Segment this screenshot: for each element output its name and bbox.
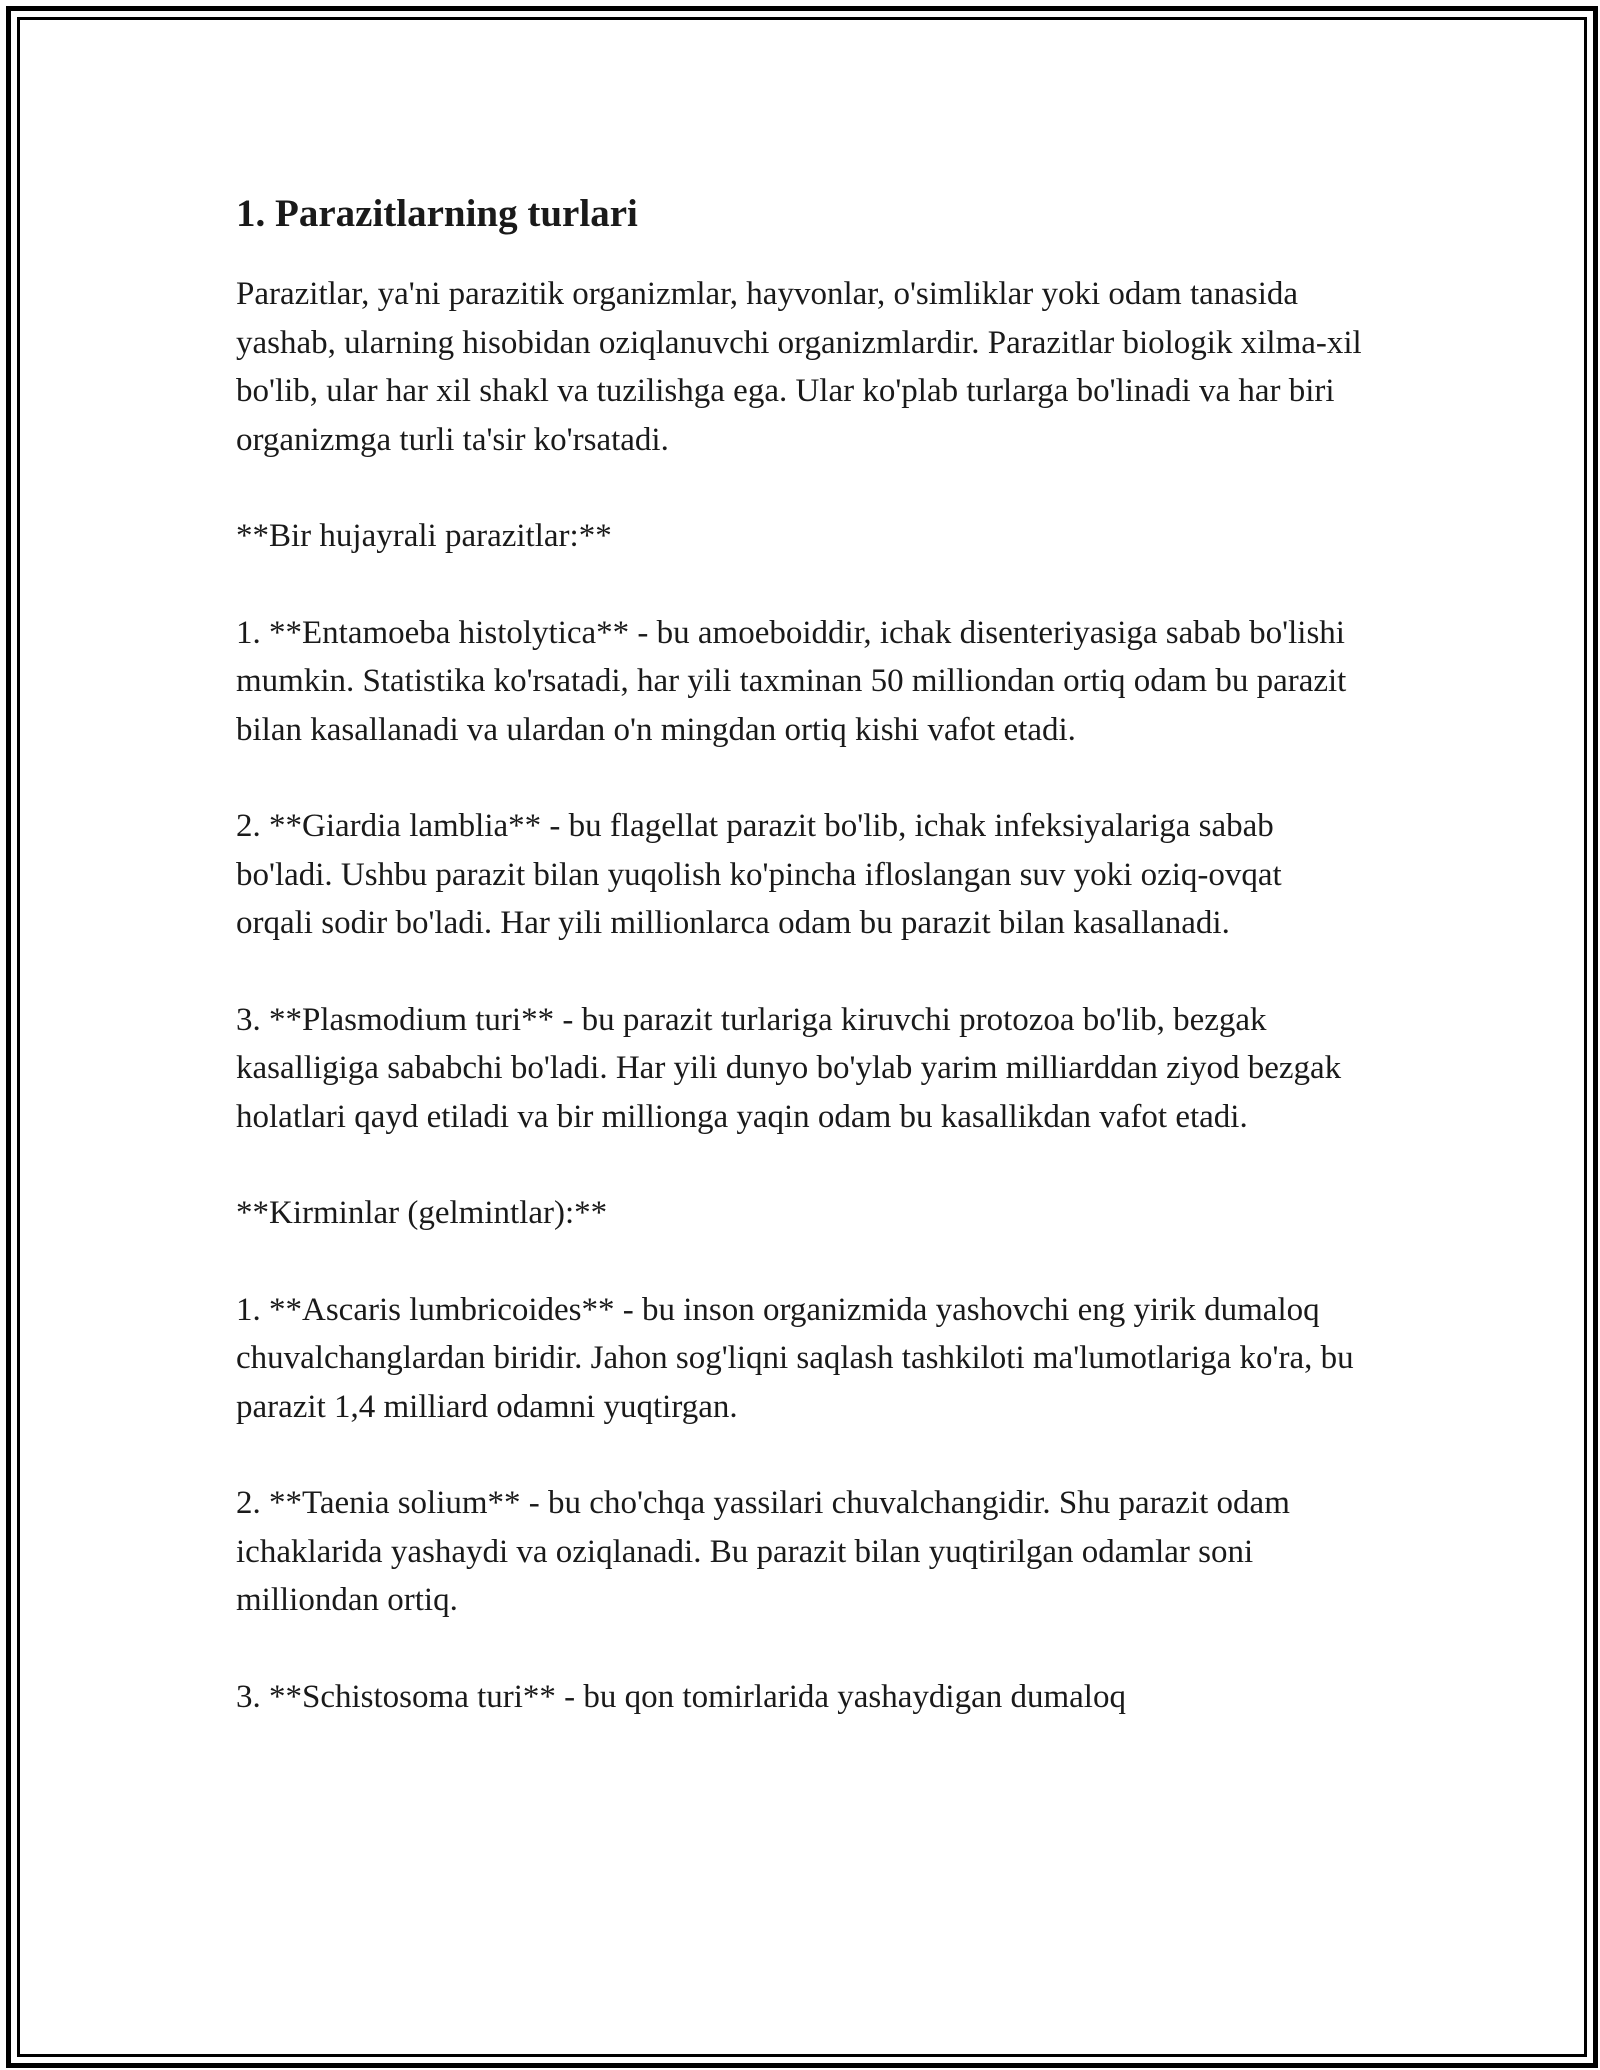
paragraph-schistosoma: 3. **Schistosoma turi** - bu qon tomirlarida yashaydigan dumaloq (236, 1678, 1126, 1715)
subheading-unicellular: **Bir hujayrali parazitlar:** (236, 518, 612, 554)
intro-paragraph: Parazitlar, ya'ni parazitik organizmlar, hayvonlar, o'simliklar yoki odam tanasida yashab, ularning hisobidan oziqlanuvchi organizmlardir. Parazitlar biologik xilma-xil bo'lib, ular har xil shakl va tuzilishga ega. Ular ko'plab turlarga bo'linadi va har biri organizmga turli ta'sir ko'rsatadi. (236, 276, 1362, 458)
paragraph-ascaris: 1. **Ascaris lumbricoides** - bu inson organizmida yashovchi eng yirik dumaloq chuvalchanglardan biridir. Jahon sog'liqni saqlash tashkiloti ma'lumotlariga ko'ra, bu parazit 1,4 milliard odamni yuqtirgan. (236, 1291, 1354, 1425)
paragraph-entamoeba: 1. **Entamoeba histolytica** - bu amoeboiddir, ichak disenteriyasiga sabab bo'lishi mumkin. Statistika ko'rsatadi, har yili taxminan 50 milliondan ortiq odam bu parazit bilan kasallanadi va ulardan o'n mingdan ortiq kishi vafot etadi. (236, 614, 1347, 748)
paragraph-plasmodium: 3. **Plasmodium turi** - bu parazit turlariga kiruvchi protozoa bo'lib, bezgak kasalligiga sababchi bo'ladi. Har yili dunyo bo'ylab yarim milliarddan ziyod bezgak holatlari qayd etiladi va bir millionga yaqin odam bu kasallikdan vafot etadi. (236, 1001, 1342, 1135)
section-heading: 1. Parazitlarning turlari (236, 192, 638, 235)
document-body (236, 186, 1366, 1769)
paragraph-taenia: 2. **Taenia solium** - bu cho'chqa yassilari chuvalchangidir. Shu parazit odam ichaklarida yashaydi va oziqlanadi. Bu parazit bilan yuqtirilgan odamlar soni milliondan ortiq. (236, 1485, 1290, 1618)
paragraph-giardia: 2. **Giardia lamblia** - bu flagellat parazit bo'lib, ichak infeksiyalariga sabab bo'ladi. Ushbu parazit bilan yuqolish ko'pincha ifloslangan suv yoki oziq-ovqat orqali sodir bo'ladi. Har yili millionlarca odam bu parazit bilan kasallanadi. (236, 808, 1282, 941)
subheading-helminths: **Kirminlar (gelmintlar):** (236, 1195, 608, 1231)
